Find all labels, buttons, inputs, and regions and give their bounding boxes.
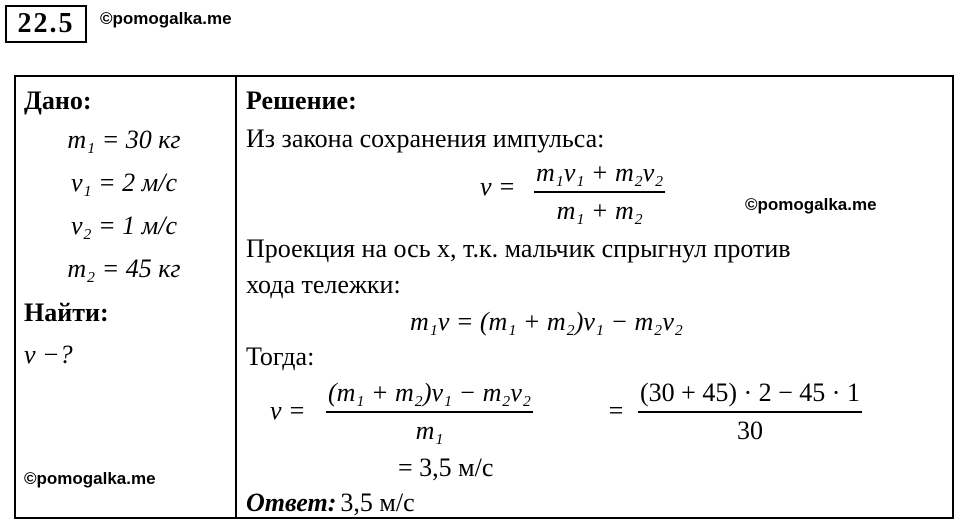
given-item: v₂ = 1 м/с: [71, 211, 177, 240]
given-item: v₁ = 2 м/с: [71, 168, 177, 197]
equals-sign: =: [607, 396, 625, 425]
eq3-fraction-numeric: [638, 378, 862, 446]
eq1-lhs: v =: [480, 172, 516, 201]
solution-text: Проекция на ось x, т.к. мальчик спрыгнул против: [246, 234, 791, 263]
given-title: Дано:: [24, 86, 92, 115]
solution-text: хода тележки:: [246, 270, 401, 299]
answer: [246, 490, 415, 516]
solution-title: Решение:: [246, 86, 357, 115]
eq3-denominator: m₁: [415, 416, 444, 445]
solution-text: Из закона сохранения импульса:: [246, 124, 605, 153]
eq3-numeric-numerator: (30 + 45) · 2 − 45 · 1: [640, 378, 860, 407]
given-item: m₂ = 45 кг: [67, 254, 181, 283]
eq3-result: = 3,5 м/с: [398, 453, 494, 482]
watermark: ©pomogalka.me: [100, 9, 232, 28]
answer-value: 3,5 м/с: [340, 488, 415, 517]
eq3-numerator: (m₁ + m₂)v₁ − m₂v₂: [328, 378, 532, 407]
eq1-numerator: m₁v₁ + m₂v₂: [536, 158, 664, 187]
eq1-fraction: [534, 158, 665, 226]
eq2: m₁v = (m₁ + m₂)v₁ − m₂v₂: [410, 307, 683, 336]
eq1-denominator: m₁ + m₂: [556, 196, 643, 225]
answer-label: Ответ:: [246, 488, 337, 517]
eq3-fraction-symbolic: [326, 378, 533, 446]
watermark: ©pomogalka.me: [745, 195, 877, 214]
problem-number: 22.5: [5, 5, 87, 43]
given-item: m₁ = 30 кг: [67, 125, 181, 154]
eq3-numeric-denominator: 30: [736, 416, 763, 445]
watermark: ©pomogalka.me: [24, 469, 156, 488]
find-value: v −?: [24, 340, 73, 369]
solution-text: Тогда:: [246, 342, 315, 371]
eq3-lhs: v =: [270, 396, 306, 425]
column-divider: [235, 75, 237, 519]
find-title: Найти:: [24, 298, 109, 327]
